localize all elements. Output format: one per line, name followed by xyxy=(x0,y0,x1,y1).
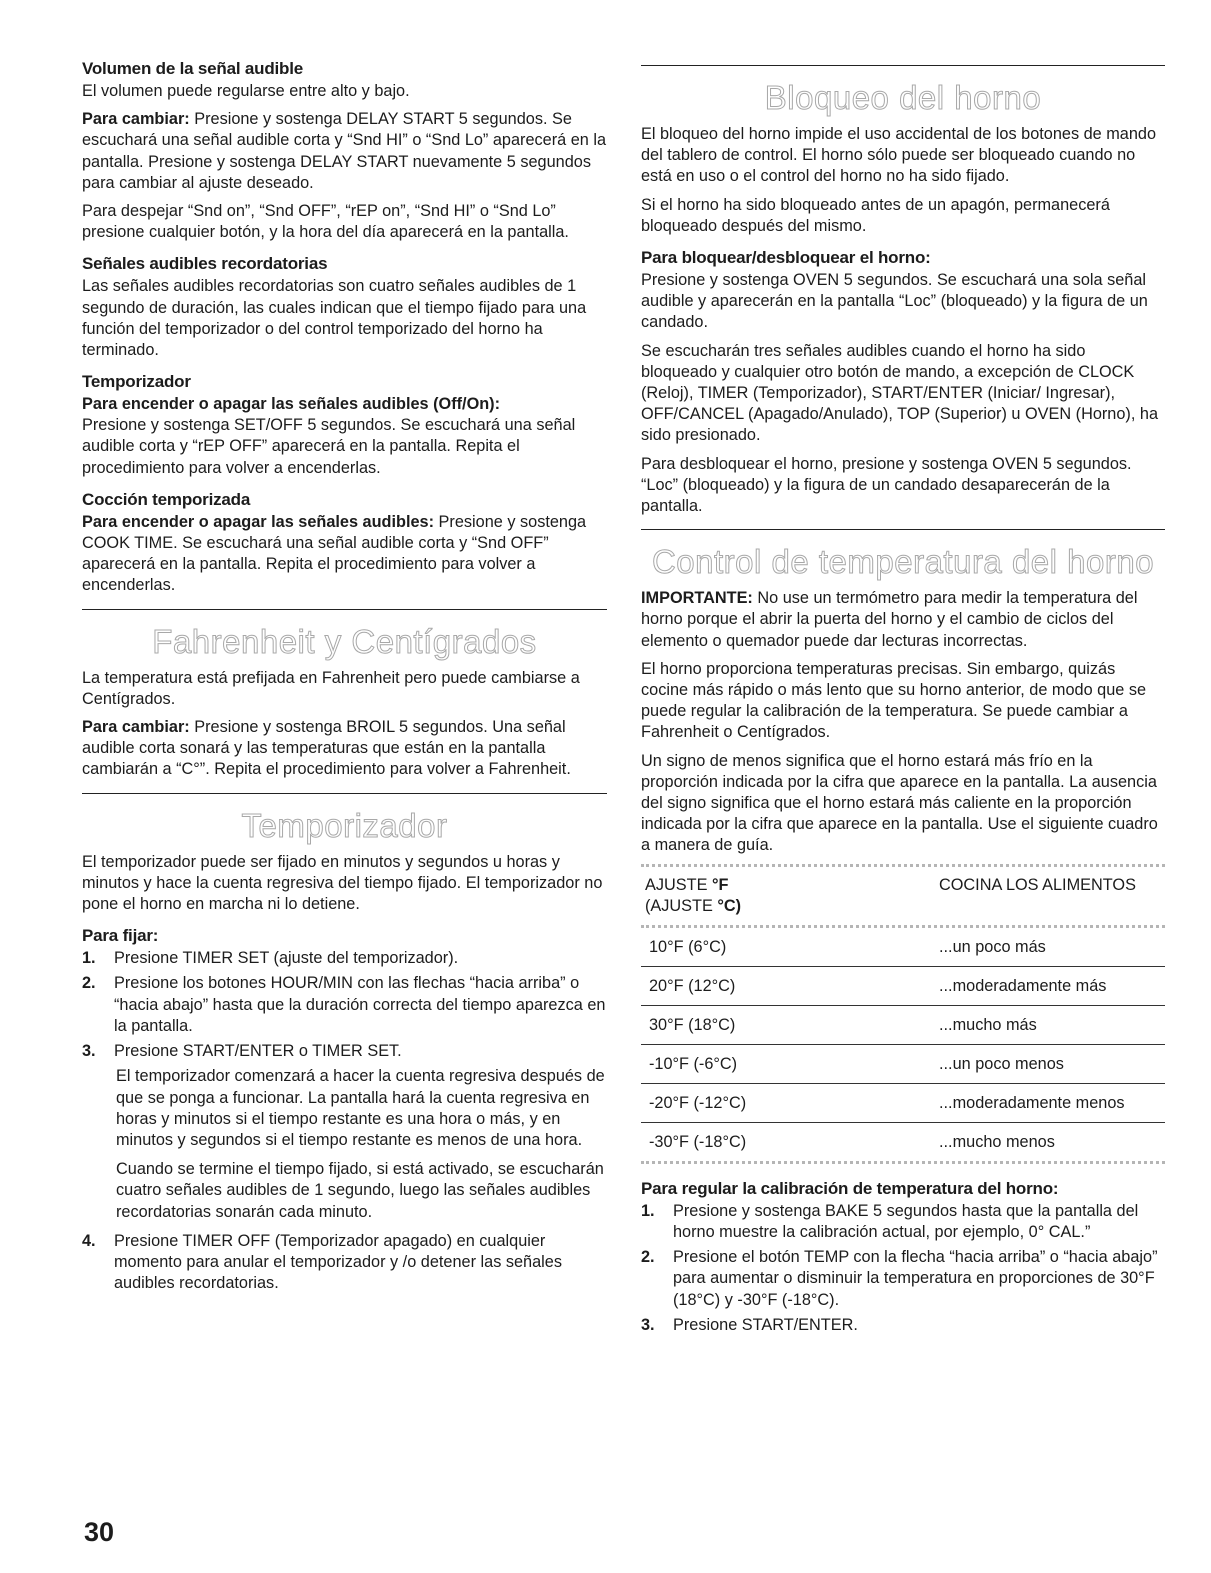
table-bottom-border xyxy=(641,1161,1165,1164)
regular-calibracion-heading: Para regular la calibración de temperatura del horno: xyxy=(641,1178,1059,1198)
calibration-steps xyxy=(641,1201,1165,1336)
coccion-lead: Para encender o apagar las señales audibles: xyxy=(82,512,435,531)
title-fahrenheit: Fahrenheit y Centígrados xyxy=(152,622,537,660)
step-number: 4. xyxy=(82,1231,96,1250)
calibration-table-body xyxy=(641,928,1165,1161)
list-item xyxy=(641,1315,1165,1336)
table-cell-setting: -20°F (-12°C) xyxy=(641,1083,939,1122)
step-text: Presione y sostenga BAKE 5 segundos hasta que la pantalla del horno muestre la calibración actual, por ejemplo, 0° CAL.” xyxy=(673,1201,1139,1241)
calibration-table xyxy=(641,871,1165,925)
table-cell-result: ...mucho menos xyxy=(939,1132,1055,1151)
divider xyxy=(641,529,1165,530)
step-text: Presione el botón TEMP con la flecha “hacia arriba” o “hacia abajo” para aumentar o disminuir la temperatura en proporciones de 30°F (18°C) y -30°F (-18°C). xyxy=(673,1248,1158,1309)
temporizador-intro: El temporizador puede ser fijado en minutos y segundos u horas y minutos y hace la cuenta regresiva del tiempo fijado. El temporizador no pone el horno en marcha ni lo detiene. xyxy=(82,852,603,914)
table-header-row xyxy=(641,871,1165,925)
table-row xyxy=(641,1122,1165,1161)
bloqueo-paragraph-2: Si el horno ha sido bloqueado antes de un apagón, permanecerá bloqueado después del mismo. xyxy=(641,195,1110,235)
step-number: 2. xyxy=(82,974,96,993)
section-heading-coccion: Cocción temporizada xyxy=(82,489,251,509)
bloqueo-paragraph-3: Presione y sostenga OVEN 5 segundos. Se escuchará una sola señal audible y aparecerán en la pantalla “Loc” (bloqueado) y la figura de un candado. xyxy=(641,271,1148,332)
step-text: Presione TIMER OFF (Temporizador apagado) en cualquier momento para anular el temporizador y /o detener las señales audibles recordatorias. xyxy=(114,1231,562,1293)
section-heading-recordatorias: Señales audibles recordatorias xyxy=(82,254,328,274)
para-cambiar-label: Para cambiar: xyxy=(82,110,190,129)
para-fijar-heading: Para fijar: xyxy=(82,926,159,946)
title-bloqueo: Bloqueo del horno xyxy=(764,79,1042,116)
step-text: Presione los botones HOUR/MIN con las flechas “hacia arriba” o “hacia abajo” hasta que la duración correcta del tiempo aparezca en la pantalla. xyxy=(114,974,606,1035)
coccion-text: Presione y sostenga COOK TIME. Se escuchará una señal audible corta y “Snd OFF” aparecerá en la pantalla. Repita el procedimiento para volver a encenderlas. xyxy=(82,512,587,595)
list-item xyxy=(82,973,607,1037)
table-cell-result: ...un poco más xyxy=(939,928,1165,967)
table-cell-result: ...moderadamente más xyxy=(939,966,1165,1005)
step-number: 1. xyxy=(641,1201,655,1220)
list-item xyxy=(82,1041,607,1062)
header-ajuste-c: (AJUSTE xyxy=(645,896,718,915)
timer-steps xyxy=(82,948,607,1062)
title-temporizador: Temporizador xyxy=(241,806,448,844)
list-item xyxy=(641,1247,1165,1311)
step-text: Presione START/ENTER. xyxy=(673,1315,858,1334)
bloquear-heading: Para bloquear/desbloquear el horno: xyxy=(641,248,931,268)
step-text: Presione START/ENTER o TIMER SET. xyxy=(114,1042,402,1061)
table-cell-result: ...moderadamente menos xyxy=(939,1083,1165,1122)
table-cell-setting: -10°F (-6°C) xyxy=(641,1044,939,1083)
divider xyxy=(82,609,607,610)
section-heading-temporizador-small: Temporizador xyxy=(82,372,191,392)
list-item xyxy=(82,1231,607,1295)
control-paragraph-2: El horno proporciona temperaturas precisas. Sin embargo, quizás cocine más rápido o más lento que su horno anterior, de modo que se puede regular la calibración de la temperatura. Se puede cambiar a Fahrenheit o Centígrados. xyxy=(641,659,1147,742)
header-cocina: COCINA LOS ALIMENTOS xyxy=(939,875,1136,894)
list-item xyxy=(641,1201,1165,1243)
control-paragraph-3: Un signo de menos significa que el horno estará más frío en la proporción indicada por la cifra que aparece en la pantalla. La ausencia del signo significa que el horno estará más caliente en la proporción indicada por la cifra que aparece en la pantalla. Use el siguiente cuadro a manera de guía. xyxy=(641,751,1158,855)
divider xyxy=(82,793,607,794)
table-row xyxy=(641,1083,1165,1122)
table-row xyxy=(641,1044,1165,1083)
divider xyxy=(641,65,1165,66)
para-cambiar-label-2: Para cambiar: xyxy=(82,718,190,737)
table-cell-result: ...un poco menos xyxy=(939,1044,1165,1083)
temporizador-small-paragraph: Presione y sostenga SET/OFF 5 segundos. Se escuchará una señal audible corta y “rEP OFF” aparecerá en la pantalla. Repita el procedimiento para volver a encenderlas. xyxy=(82,416,576,477)
table-row xyxy=(641,966,1165,1005)
step-number: 2. xyxy=(641,1248,655,1267)
table-cell-setting: 10°F (6°C) xyxy=(641,928,939,967)
coccion-paragraph xyxy=(82,512,607,597)
control-paragraph-1 xyxy=(641,588,1165,652)
table-cell-result: ...mucho más xyxy=(939,1005,1165,1044)
left-column xyxy=(82,58,607,1298)
bloqueo-paragraph-4: Se escucharán tres señales audibles cuando el horno ha sido bloqueado y cualquier otro botón de mando, a excepción de CLOCK (Reloj), TIMER (Temporizador), START/ENTER (Iniciar/ Ingresar), OFF/CANCEL (Apagado/Anulado), TOP (Superior) u OVEN (Horno), ha sido presionado. xyxy=(641,341,1159,445)
fahrenheit-paragraph-1: La temperatura está prefijada en Fahrenheit pero puede cambiarse a Centígrados. xyxy=(82,668,580,708)
bloqueo-paragraph-5: Para desbloquear el horno, presione y sostenga OVEN 5 segundos. “Loc” (bloqueado) y la figura de un candado desaparecerán de la pantalla. xyxy=(641,454,1132,516)
step-number: 1. xyxy=(82,949,96,968)
timer-steps-continued xyxy=(82,1231,607,1295)
fahrenheit-paragraph-2 xyxy=(82,717,607,781)
header-unit-f: °F xyxy=(711,875,729,894)
volumen-paragraph-1: El volumen puede regularse entre alto y bajo. xyxy=(82,82,410,100)
step-number: 3. xyxy=(641,1315,655,1334)
step-number: 3. xyxy=(82,1042,96,1061)
right-column xyxy=(641,58,1165,1340)
volumen-paragraph-2-text: Presione y sostenga DELAY START 5 segundos. Se escuchará una señal audible corta y “Snd HI” o “Snd Lo” aparecerá en la pantalla. Presione y sostenga DELAY START nuevamente 5 segundos para cambiar al ajuste deseado. xyxy=(82,110,607,192)
volumen-paragraph-2 xyxy=(82,109,607,194)
table-top-border xyxy=(641,864,1165,867)
importante-label: IMPORTANTE: xyxy=(641,589,753,608)
table-cell-setting: -30°F (-18°C) xyxy=(649,1132,747,1151)
step-text: Presione TIMER SET (ajuste del temporizador). xyxy=(114,949,459,968)
table-row xyxy=(641,928,1165,967)
table-row xyxy=(641,1005,1165,1044)
header-unit-c: °C) xyxy=(717,896,742,915)
temporizador-subheading: Para encender o apagar las señales audibles (Off/On): xyxy=(82,395,501,414)
recordatorias-paragraph: Las señales audibles recordatorias son cuatro señales audibles de 1 segundo de duración, las cuales indican que el tiempo fijado para una función del temporizador o del control temporizado del horno ha terminado. xyxy=(82,277,587,360)
control-paragraph-1-text: No use un termómetro para medir la temperatura del horno porque el abrir la puerta del horno y el cambio de ciclos del elemento o quemador puede dar lecturas incorrectas. xyxy=(641,589,1138,650)
header-ajuste-f: AJUSTE xyxy=(645,875,712,894)
page-number: 30 xyxy=(84,1517,115,1547)
header-ajuste xyxy=(641,871,939,925)
fahrenheit-paragraph-2-text: Presione y sostenga BROIL 5 segundos. Una señal audible corta sonará y las temperaturas que están en la pantalla cambiarán a “C°”. Repita el procedimiento para volver a Fahrenheit. xyxy=(82,718,571,779)
bloqueo-paragraph-1: El bloqueo del horno impide el uso accidental de los botones de mando del tablero de control. El horno sólo puede ser bloqueado cuando no está en uso o el control del horno no ha sido fijado. xyxy=(641,125,1157,186)
table-cell-setting: 30°F (18°C) xyxy=(641,1005,939,1044)
list-item xyxy=(82,948,607,969)
title-control-temperatura: Control de temperatura del horno xyxy=(651,543,1155,581)
volumen-paragraph-3: Para despejar “Snd on”, “Snd OFF”, “rEP on”, “Snd HI” o “Snd Lo” presione cualquier botón, y la hora del día aparecerá en la pantalla. xyxy=(82,202,569,242)
section-heading-volumen: Volumen de la señal audible xyxy=(82,59,304,78)
timer-step-3-note-1: El temporizador comenzará a hacer la cuenta regresiva después de que se ponga a funcionar. La pantalla hará la cuenta regresiva en horas y minutos si el tiempo restante es una hora o más, y en minutos y segundos si el tiempo restante es menos de una hora. xyxy=(116,1067,605,1149)
table-cell-setting: 20°F (12°C) xyxy=(641,966,939,1005)
timer-step-3-note-2: Cuando se termine el tiempo fijado, si está activado, se escucharán cuatro señales audibles de 1 segundo, luego las señales audibles recordatorias sonarán cada minuto. xyxy=(116,1160,604,1221)
